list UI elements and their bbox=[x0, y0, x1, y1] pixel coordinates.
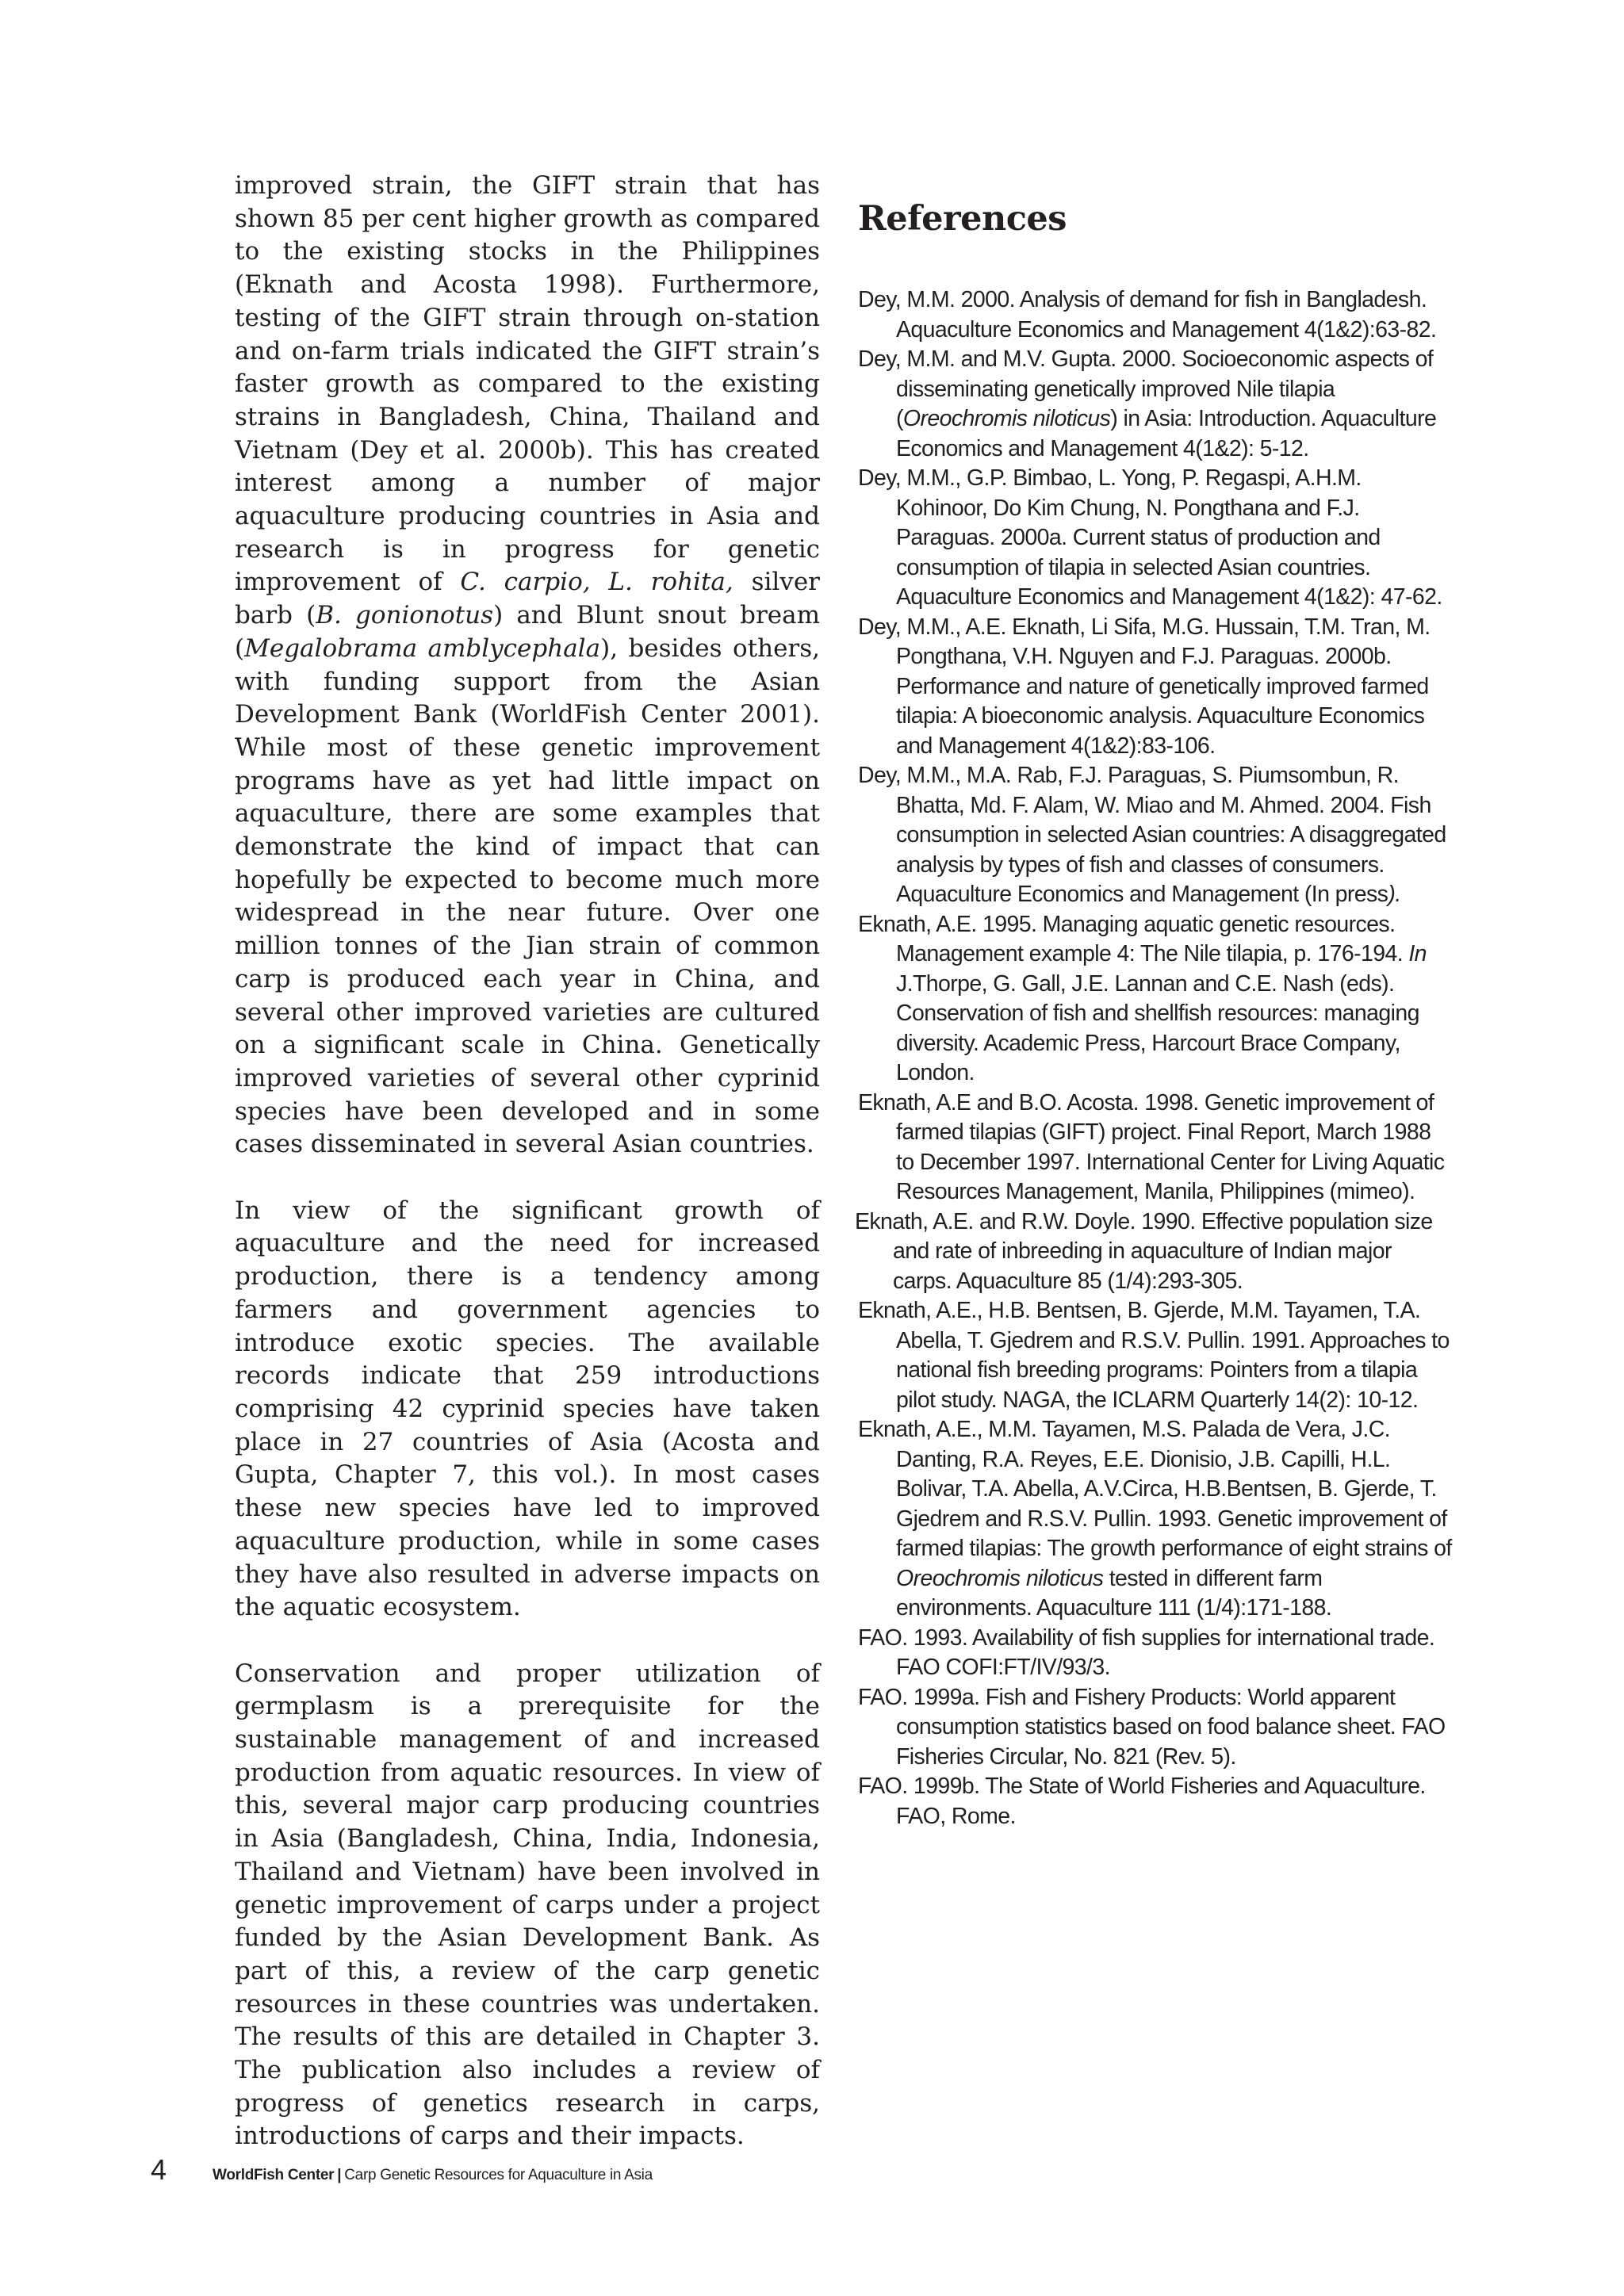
text-segment: silver barb ( bbox=[235, 568, 820, 630]
body-paragraph bbox=[235, 170, 820, 1161]
italic-text: ). bbox=[1388, 882, 1401, 907]
italic-text: Oreochromis niloticus bbox=[896, 1565, 1104, 1591]
reference-entry bbox=[858, 1683, 1454, 1773]
italic-text: Megalobrama amblycephala bbox=[244, 633, 601, 663]
text-segment: ) and Blunt snout bream ( bbox=[235, 601, 821, 663]
italic-text: Oreochromis niloticus bbox=[902, 406, 1111, 431]
reference-entry bbox=[858, 285, 1454, 345]
footer-separator: | bbox=[337, 2167, 342, 2183]
reference-entry bbox=[858, 910, 1454, 1089]
reference-entry bbox=[858, 345, 1454, 464]
text-segment: FAO. 1999b. The State of World Fisheries and Aquaculture. FAO, Rome. bbox=[858, 1774, 1426, 1829]
text-segment: ) in Asia: Introduction. Aquaculture Economics and Management 4(1&2): 5-12. bbox=[896, 406, 1437, 461]
text-segment: Dey, M.M. and M.V. Gupta. 2000. Socioeconomic aspects of disseminating genetically improved Nile tilapia ( bbox=[858, 346, 1434, 431]
page-number: 4 bbox=[151, 2153, 167, 2186]
italic-text: C. carpio, L. rohita, bbox=[460, 568, 733, 597]
references-heading: References bbox=[858, 199, 1067, 239]
reference-entry bbox=[858, 761, 1454, 910]
body-paragraph bbox=[235, 1658, 820, 2154]
reference-entry bbox=[858, 613, 1454, 762]
reference-list bbox=[855, 285, 1454, 1831]
reference-entry bbox=[858, 464, 1454, 613]
body-paragraph bbox=[235, 1195, 820, 1624]
text-segment: ), besides others, with funding support from the Asian Development Bank (WorldFish Center 2001). While most of these genetic improvement programs have as yet had little impact on aquaculture, there are some examples that demonstrate the kind of impact that can hopefully be expected to become much more widespread in the near future. Over one million tonnes of the Jian strain of common carp is produced each year in China, and several other improved varieties are cultured on a significant scale in China. Genetically improved varieties of several other cyprinid species have been developed and in some cases disseminated in several Asian countries. bbox=[235, 633, 820, 1159]
text-segment: Eknath, A.E and B.O. Acosta. 1998. Genetic improvement of farmed tilapias (GIFT) project. Final Report, March 1988 to December 1997. International Center for Living Aquatic Resources Management, Manila, Philippines (mimeo). bbox=[858, 1089, 1445, 1204]
text-segment: Dey, M.M. 2000. Analysis of demand for fish in Bangladesh. Aquaculture Economics and Management 4(1&2):63-82. bbox=[858, 287, 1437, 342]
text-segment: Dey, M.M., A.E. Eknath, Li Sifa, M.G. Hussain, T.M. Tran, M. Pongthana, V.H. Nguyen and F.J. Paraguas. 2000b. Performance and nature of genetically improved farmed tilapia: A bioeconomic analysis. Aquaculture Economics and Management 4(1&2):83-106. bbox=[858, 614, 1431, 759]
italic-text: In bbox=[1408, 941, 1427, 966]
reference-entry bbox=[858, 1296, 1454, 1415]
italic-text: B. gonionotus bbox=[316, 601, 494, 630]
running-footer bbox=[213, 2167, 653, 2184]
publication-title: Carp Genetic Resources for Aquaculture in Asia bbox=[344, 2167, 653, 2183]
text-segment: FAO. 1993. Availability of fish supplies for international trade. FAO COFI:FT/IV/93/3. bbox=[858, 1624, 1435, 1680]
body-text-column bbox=[235, 170, 820, 2187]
text-segment: Eknath, A.E. 1995. Managing aquatic genetic resources. Management example 4: The Nile tilapia, p. 176-194. bbox=[858, 911, 1409, 966]
text-segment: improved strain, the GIFT strain that has shown 85 per cent higher growth as compared to the existing stocks in the Philippines (Eknath and Acosta 1998). Furthermore, testing of the GIFT strain through on-station and on-farm trials indicated the GIFT strain’s faster growth as compared to the existing strains in Bangladesh, China, Thailand and Vietnam (Dey et al. 2000b). This has created interest among a number of major aquaculture producing countries in Asia and research is in progress for genetic improvement of bbox=[235, 171, 820, 597]
text-segment: tested in different farm environments. Aquaculture 111 (1/4):171-188. bbox=[896, 1565, 1332, 1621]
references-section bbox=[855, 197, 1454, 1831]
publisher-name: WorldFish Center bbox=[213, 2167, 335, 2183]
reference-entry bbox=[858, 1415, 1454, 1624]
text-segment: J.Thorpe, G. Gall, J.E. Lannan and C.E. Nash (eds). Conservation of fish and shellfish resources: managing diversity. Academic Press, Harcourt Brace Company, London. bbox=[896, 970, 1419, 1085]
text-segment: Eknath, A.E., M.M. Tayamen, M.S. Palada de Vera, J.C. Danting, R.A. Reyes, E.E. Dionisio, J.B. Capilli, H.L. Bolivar, T.A. Abella, A.V.Circa, H.B.Bentsen, B. Gjerde, T. Gjedrem and R.S.V. Pullin. 1993. Genetic improvement of farmed tilapias: The growth performance of eight strains of bbox=[858, 1417, 1452, 1561]
text-segment: Dey, M.M., G.P. Bimbao, L. Yong, P. Regaspi, A.H.M. Kohinoor, Do Kim Chung, N. Pongthana and F.J. Paraguas. 2000a. Current status of production and consumption of tilapia in selected Asian countries. Aquaculture Economics and Management 4(1&2): 47-62. bbox=[858, 465, 1442, 610]
text-segment: In view of the significant growth of aquaculture and the need for increased production, there is a tendency among farmers and government agencies to introduce exotic species. The available records indicate that 259 introductions comprising 42 cyprinid species have taken place in 27 countries of Asia (Acosta and Gupta, Chapter 7, this vol.). In most cases these new species have led to improved aquaculture production, while in some cases they have also resulted in adverse impacts on the aquatic ecosystem. bbox=[235, 1196, 820, 1622]
reference-entry bbox=[858, 1089, 1454, 1207]
reference-entry bbox=[858, 1772, 1454, 1831]
reference-entry bbox=[858, 1624, 1454, 1683]
text-segment: Eknath, A.E. and R.W. Doyle. 1990. Effective population size and rate of inbreeding in aquaculture of Indian major carps. Aquaculture 85 (1/4):293-305. bbox=[855, 1208, 1433, 1294]
text-segment: Eknath, A.E., H.B. Bentsen, B. Gjerde, M.M. Tayamen, T.A. Abella, T. Gjedrem and R.S.V. Pullin. 1991. Approaches to national fish breeding programs: Pointers from a tilapia pilot study. NAGA, the ICLARM Quarterly 14(2): 10-12. bbox=[858, 1298, 1450, 1413]
reference-entry bbox=[855, 1207, 1454, 1297]
text-segment: Dey, M.M., M.A. Rab, F.J. Paraguas, S. Piumsombun, R. Bhatta, Md. F. Alam, W. Miao and M. Ahmed. 2004. Fish consumption in selected Asian countries: A disaggregated analysis by types of fish and classes of consumers. Aquaculture Economics and Management (In press bbox=[858, 763, 1446, 907]
text-segment: Conservation and proper utilization of germplasm is a prerequisite for the sustainable management of and increased production from aquatic resources. In view of this, several major carp producing countries in Asia (Bangladesh, China, India, Indonesia, Thailand and Vietnam) have been involved in genetic improvement of carps under a project funded by the Asian Development Bank. As part of this, a review of the carp genetic resources in these countries was undertaken. The results of this are detailed in Chapter 3. The publication also includes a review of progress of genetics research in carps, introductions of carps and their impacts. bbox=[235, 1659, 820, 2151]
page-footer bbox=[151, 2153, 653, 2185]
text-segment: FAO. 1999a. Fish and Fishery Products: World apparent consumption statistics based on food balance sheet. FAO Fisheries Circular, No. 821 (Rev. 5). bbox=[858, 1684, 1446, 1770]
